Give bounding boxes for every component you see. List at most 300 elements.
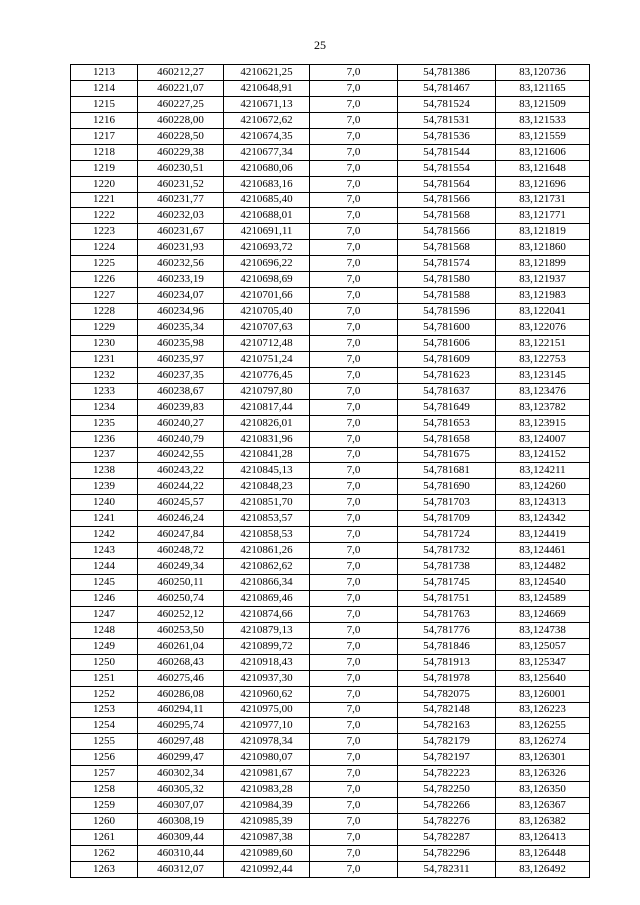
y-coordinate-cell: 4210751,24 <box>224 351 310 367</box>
value-cell: 7,0 <box>310 845 398 861</box>
point-number-cell: 1259 <box>71 798 138 814</box>
longitude-cell: 83,123145 <box>496 367 590 383</box>
y-coordinate-cell: 4210899,72 <box>224 638 310 654</box>
x-coordinate-cell: 460253,50 <box>138 622 224 638</box>
value-cell: 7,0 <box>310 128 398 144</box>
table-row <box>71 208 590 224</box>
table-row <box>71 192 590 208</box>
latitude-cell: 54,782287 <box>398 830 496 846</box>
point-number-cell: 1236 <box>71 431 138 447</box>
point-number-cell: 1222 <box>71 208 138 224</box>
table-row <box>71 575 590 591</box>
value-cell: 7,0 <box>310 240 398 256</box>
point-number-cell: 1247 <box>71 606 138 622</box>
longitude-cell: 83,122753 <box>496 351 590 367</box>
latitude-cell: 54,782163 <box>398 718 496 734</box>
x-coordinate-cell: 460299,47 <box>138 750 224 766</box>
point-number-cell: 1219 <box>71 160 138 176</box>
x-coordinate-cell: 460237,35 <box>138 367 224 383</box>
point-number-cell: 1229 <box>71 320 138 336</box>
latitude-cell: 54,781649 <box>398 399 496 415</box>
y-coordinate-cell: 4210853,57 <box>224 511 310 527</box>
table-row <box>71 861 590 877</box>
y-coordinate-cell: 4210975,00 <box>224 702 310 718</box>
point-number-cell: 1250 <box>71 654 138 670</box>
y-coordinate-cell: 4210879,13 <box>224 622 310 638</box>
latitude-cell: 54,781637 <box>398 383 496 399</box>
table-row <box>71 845 590 861</box>
x-coordinate-cell: 460228,50 <box>138 128 224 144</box>
y-coordinate-cell: 4210688,01 <box>224 208 310 224</box>
x-coordinate-cell: 460238,67 <box>138 383 224 399</box>
point-number-cell: 1213 <box>71 65 138 81</box>
point-number-cell: 1243 <box>71 543 138 559</box>
value-cell: 7,0 <box>310 606 398 622</box>
latitude-cell: 54,781566 <box>398 224 496 240</box>
x-coordinate-cell: 460232,56 <box>138 256 224 272</box>
value-cell: 7,0 <box>310 208 398 224</box>
x-coordinate-cell: 460245,57 <box>138 495 224 511</box>
x-coordinate-cell: 460312,07 <box>138 861 224 877</box>
table-row <box>71 240 590 256</box>
longitude-cell: 83,126448 <box>496 845 590 861</box>
table-row <box>71 383 590 399</box>
y-coordinate-cell: 4210831,96 <box>224 431 310 447</box>
value-cell: 7,0 <box>310 256 398 272</box>
value-cell: 7,0 <box>310 80 398 96</box>
longitude-cell: 83,125347 <box>496 654 590 670</box>
longitude-cell: 83,124482 <box>496 559 590 575</box>
y-coordinate-cell: 4210701,66 <box>224 288 310 304</box>
value-cell: 7,0 <box>310 511 398 527</box>
latitude-cell: 54,781763 <box>398 606 496 622</box>
x-coordinate-cell: 460250,74 <box>138 590 224 606</box>
point-number-cell: 1260 <box>71 814 138 830</box>
y-coordinate-cell: 4210648,91 <box>224 80 310 96</box>
y-coordinate-cell: 4210960,62 <box>224 686 310 702</box>
x-coordinate-cell: 460305,32 <box>138 782 224 798</box>
longitude-cell: 83,124342 <box>496 511 590 527</box>
longitude-cell: 83,121983 <box>496 288 590 304</box>
coordinates-table <box>70 64 590 878</box>
longitude-cell: 83,124669 <box>496 606 590 622</box>
latitude-cell: 54,781653 <box>398 415 496 431</box>
point-number-cell: 1224 <box>71 240 138 256</box>
value-cell: 7,0 <box>310 224 398 240</box>
latitude-cell: 54,781709 <box>398 511 496 527</box>
point-number-cell: 1214 <box>71 80 138 96</box>
latitude-cell: 54,781588 <box>398 288 496 304</box>
latitude-cell: 54,782311 <box>398 861 496 877</box>
longitude-cell: 83,124461 <box>496 543 590 559</box>
longitude-cell: 83,123782 <box>496 399 590 415</box>
y-coordinate-cell: 4210680,06 <box>224 160 310 176</box>
x-coordinate-cell: 460231,67 <box>138 224 224 240</box>
table-row <box>71 320 590 336</box>
value-cell: 7,0 <box>310 830 398 846</box>
latitude-cell: 54,781580 <box>398 272 496 288</box>
point-number-cell: 1256 <box>71 750 138 766</box>
value-cell: 7,0 <box>310 861 398 877</box>
table-row <box>71 766 590 782</box>
x-coordinate-cell: 460246,24 <box>138 511 224 527</box>
x-coordinate-cell: 460252,12 <box>138 606 224 622</box>
x-coordinate-cell: 460244,22 <box>138 479 224 495</box>
value-cell: 7,0 <box>310 575 398 591</box>
latitude-cell: 54,782250 <box>398 782 496 798</box>
latitude-cell: 54,781467 <box>398 80 496 96</box>
y-coordinate-cell: 4210696,22 <box>224 256 310 272</box>
table-row <box>71 128 590 144</box>
point-number-cell: 1233 <box>71 383 138 399</box>
point-number-cell: 1216 <box>71 112 138 128</box>
point-number-cell: 1258 <box>71 782 138 798</box>
x-coordinate-cell: 460212,27 <box>138 65 224 81</box>
longitude-cell: 83,126350 <box>496 782 590 798</box>
x-coordinate-cell: 460233,19 <box>138 272 224 288</box>
y-coordinate-cell: 4210677,34 <box>224 144 310 160</box>
value-cell: 7,0 <box>310 479 398 495</box>
latitude-cell: 54,781596 <box>398 304 496 320</box>
x-coordinate-cell: 460302,34 <box>138 766 224 782</box>
point-number-cell: 1246 <box>71 590 138 606</box>
latitude-cell: 54,781681 <box>398 463 496 479</box>
longitude-cell: 83,124738 <box>496 622 590 638</box>
y-coordinate-cell: 4210698,69 <box>224 272 310 288</box>
value-cell: 7,0 <box>310 622 398 638</box>
table-row <box>71 543 590 559</box>
point-number-cell: 1257 <box>71 766 138 782</box>
point-number-cell: 1241 <box>71 511 138 527</box>
y-coordinate-cell: 4210987,38 <box>224 830 310 846</box>
table-row <box>71 830 590 846</box>
table-row <box>71 335 590 351</box>
value-cell: 7,0 <box>310 383 398 399</box>
y-coordinate-cell: 4210862,62 <box>224 559 310 575</box>
longitude-cell: 83,124211 <box>496 463 590 479</box>
x-coordinate-cell: 460261,04 <box>138 638 224 654</box>
value-cell: 7,0 <box>310 176 398 192</box>
x-coordinate-cell: 460297,48 <box>138 734 224 750</box>
latitude-cell: 54,782223 <box>398 766 496 782</box>
table-row <box>71 367 590 383</box>
point-number-cell: 1263 <box>71 861 138 877</box>
latitude-cell: 54,781544 <box>398 144 496 160</box>
table-row <box>71 415 590 431</box>
table-row <box>71 351 590 367</box>
value-cell: 7,0 <box>310 351 398 367</box>
x-coordinate-cell: 460308,19 <box>138 814 224 830</box>
x-coordinate-cell: 460221,07 <box>138 80 224 96</box>
y-coordinate-cell: 4210776,45 <box>224 367 310 383</box>
longitude-cell: 83,126326 <box>496 766 590 782</box>
point-number-cell: 1249 <box>71 638 138 654</box>
longitude-cell: 83,124152 <box>496 447 590 463</box>
y-coordinate-cell: 4210874,66 <box>224 606 310 622</box>
longitude-cell: 83,124313 <box>496 495 590 511</box>
point-number-cell: 1217 <box>71 128 138 144</box>
longitude-cell: 83,121899 <box>496 256 590 272</box>
latitude-cell: 54,781531 <box>398 112 496 128</box>
point-number-cell: 1254 <box>71 718 138 734</box>
value-cell: 7,0 <box>310 335 398 351</box>
point-number-cell: 1218 <box>71 144 138 160</box>
point-number-cell: 1253 <box>71 702 138 718</box>
latitude-cell: 54,781536 <box>398 128 496 144</box>
x-coordinate-cell: 460294,11 <box>138 702 224 718</box>
x-coordinate-cell: 460235,34 <box>138 320 224 336</box>
latitude-cell: 54,781745 <box>398 575 496 591</box>
latitude-cell: 54,781846 <box>398 638 496 654</box>
x-coordinate-cell: 460231,77 <box>138 192 224 208</box>
x-coordinate-cell: 460248,72 <box>138 543 224 559</box>
value-cell: 7,0 <box>310 415 398 431</box>
y-coordinate-cell: 4210797,80 <box>224 383 310 399</box>
latitude-cell: 54,781568 <box>398 208 496 224</box>
y-coordinate-cell: 4210841,28 <box>224 447 310 463</box>
value-cell: 7,0 <box>310 798 398 814</box>
x-coordinate-cell: 460228,00 <box>138 112 224 128</box>
x-coordinate-cell: 460268,43 <box>138 654 224 670</box>
x-coordinate-cell: 460295,74 <box>138 718 224 734</box>
y-coordinate-cell: 4210937,30 <box>224 670 310 686</box>
table-row <box>71 798 590 814</box>
x-coordinate-cell: 460307,07 <box>138 798 224 814</box>
table-row <box>71 399 590 415</box>
longitude-cell: 83,122151 <box>496 335 590 351</box>
y-coordinate-cell: 4210992,44 <box>224 861 310 877</box>
y-coordinate-cell: 4210693,72 <box>224 240 310 256</box>
longitude-cell: 83,126255 <box>496 718 590 734</box>
point-number-cell: 1235 <box>71 415 138 431</box>
latitude-cell: 54,781675 <box>398 447 496 463</box>
y-coordinate-cell: 4210918,43 <box>224 654 310 670</box>
value-cell: 7,0 <box>310 766 398 782</box>
value-cell: 7,0 <box>310 272 398 288</box>
point-number-cell: 1227 <box>71 288 138 304</box>
value-cell: 7,0 <box>310 750 398 766</box>
longitude-cell: 83,121165 <box>496 80 590 96</box>
x-coordinate-cell: 460310,44 <box>138 845 224 861</box>
x-coordinate-cell: 460243,22 <box>138 463 224 479</box>
table-row <box>71 144 590 160</box>
table-row <box>71 734 590 750</box>
y-coordinate-cell: 4210712,48 <box>224 335 310 351</box>
latitude-cell: 54,781554 <box>398 160 496 176</box>
value-cell: 7,0 <box>310 590 398 606</box>
x-coordinate-cell: 460234,96 <box>138 304 224 320</box>
table-row <box>71 750 590 766</box>
value-cell: 7,0 <box>310 96 398 112</box>
table-row <box>71 654 590 670</box>
y-coordinate-cell: 4210705,40 <box>224 304 310 320</box>
table-row <box>71 447 590 463</box>
y-coordinate-cell: 4210817,44 <box>224 399 310 415</box>
longitude-cell: 83,121559 <box>496 128 590 144</box>
point-number-cell: 1230 <box>71 335 138 351</box>
longitude-cell: 83,121606 <box>496 144 590 160</box>
value-cell: 7,0 <box>310 814 398 830</box>
table-row <box>71 431 590 447</box>
point-number-cell: 1252 <box>71 686 138 702</box>
longitude-cell: 83,121819 <box>496 224 590 240</box>
y-coordinate-cell: 4210980,07 <box>224 750 310 766</box>
table-row <box>71 479 590 495</box>
latitude-cell: 54,782197 <box>398 750 496 766</box>
value-cell: 7,0 <box>310 543 398 559</box>
longitude-cell: 83,124589 <box>496 590 590 606</box>
table-row <box>71 702 590 718</box>
y-coordinate-cell: 4210858,53 <box>224 527 310 543</box>
longitude-cell: 83,126413 <box>496 830 590 846</box>
longitude-cell: 83,121648 <box>496 160 590 176</box>
point-number-cell: 1225 <box>71 256 138 272</box>
latitude-cell: 54,781386 <box>398 65 496 81</box>
point-number-cell: 1221 <box>71 192 138 208</box>
coordinates-table-body <box>71 65 590 878</box>
latitude-cell: 54,781738 <box>398 559 496 575</box>
latitude-cell: 54,781623 <box>398 367 496 383</box>
longitude-cell: 83,124540 <box>496 575 590 591</box>
latitude-cell: 54,781566 <box>398 192 496 208</box>
y-coordinate-cell: 4210671,13 <box>224 96 310 112</box>
y-coordinate-cell: 4210851,70 <box>224 495 310 511</box>
longitude-cell: 83,126367 <box>496 798 590 814</box>
x-coordinate-cell: 460249,34 <box>138 559 224 575</box>
x-coordinate-cell: 460309,44 <box>138 830 224 846</box>
x-coordinate-cell: 460227,25 <box>138 96 224 112</box>
point-number-cell: 1238 <box>71 463 138 479</box>
point-number-cell: 1215 <box>71 96 138 112</box>
x-coordinate-cell: 460232,03 <box>138 208 224 224</box>
x-coordinate-cell: 460242,55 <box>138 447 224 463</box>
x-coordinate-cell: 460240,27 <box>138 415 224 431</box>
point-number-cell: 1255 <box>71 734 138 750</box>
x-coordinate-cell: 460247,84 <box>138 527 224 543</box>
longitude-cell: 83,126382 <box>496 814 590 830</box>
latitude-cell: 54,781524 <box>398 96 496 112</box>
longitude-cell: 83,126274 <box>496 734 590 750</box>
y-coordinate-cell: 4210691,11 <box>224 224 310 240</box>
longitude-cell: 83,126001 <box>496 686 590 702</box>
y-coordinate-cell: 4210977,10 <box>224 718 310 734</box>
latitude-cell: 54,782075 <box>398 686 496 702</box>
value-cell: 7,0 <box>310 734 398 750</box>
table-row <box>71 288 590 304</box>
latitude-cell: 54,782296 <box>398 845 496 861</box>
y-coordinate-cell: 4210984,39 <box>224 798 310 814</box>
latitude-cell: 54,782276 <box>398 814 496 830</box>
y-coordinate-cell: 4210826,01 <box>224 415 310 431</box>
point-number-cell: 1237 <box>71 447 138 463</box>
x-coordinate-cell: 460231,52 <box>138 176 224 192</box>
y-coordinate-cell: 4210861,26 <box>224 543 310 559</box>
value-cell: 7,0 <box>310 782 398 798</box>
y-coordinate-cell: 4210674,35 <box>224 128 310 144</box>
x-coordinate-cell: 460240,79 <box>138 431 224 447</box>
latitude-cell: 54,782148 <box>398 702 496 718</box>
table-row <box>71 272 590 288</box>
y-coordinate-cell: 4210869,46 <box>224 590 310 606</box>
value-cell: 7,0 <box>310 192 398 208</box>
y-coordinate-cell: 4210978,34 <box>224 734 310 750</box>
value-cell: 7,0 <box>310 144 398 160</box>
point-number-cell: 1239 <box>71 479 138 495</box>
point-number-cell: 1245 <box>71 575 138 591</box>
longitude-cell: 83,121509 <box>496 96 590 112</box>
point-number-cell: 1251 <box>71 670 138 686</box>
y-coordinate-cell: 4210845,13 <box>224 463 310 479</box>
x-coordinate-cell: 460275,46 <box>138 670 224 686</box>
longitude-cell: 83,121860 <box>496 240 590 256</box>
point-number-cell: 1262 <box>71 845 138 861</box>
x-coordinate-cell: 460229,38 <box>138 144 224 160</box>
table-row <box>71 559 590 575</box>
latitude-cell: 54,781751 <box>398 590 496 606</box>
latitude-cell: 54,781703 <box>398 495 496 511</box>
x-coordinate-cell: 460234,07 <box>138 288 224 304</box>
latitude-cell: 54,782266 <box>398 798 496 814</box>
longitude-cell: 83,121696 <box>496 176 590 192</box>
value-cell: 7,0 <box>310 431 398 447</box>
latitude-cell: 54,781574 <box>398 256 496 272</box>
latitude-cell: 54,782179 <box>398 734 496 750</box>
value-cell: 7,0 <box>310 559 398 575</box>
table-row <box>71 96 590 112</box>
value-cell: 7,0 <box>310 638 398 654</box>
latitude-cell: 54,781606 <box>398 335 496 351</box>
table-row <box>71 606 590 622</box>
table-row <box>71 718 590 734</box>
longitude-cell: 83,125640 <box>496 670 590 686</box>
x-coordinate-cell: 460235,98 <box>138 335 224 351</box>
y-coordinate-cell: 4210672,62 <box>224 112 310 128</box>
point-number-cell: 1248 <box>71 622 138 638</box>
point-number-cell: 1240 <box>71 495 138 511</box>
table-row <box>71 590 590 606</box>
longitude-cell: 83,121771 <box>496 208 590 224</box>
latitude-cell: 54,781724 <box>398 527 496 543</box>
table-row <box>71 176 590 192</box>
point-number-cell: 1234 <box>71 399 138 415</box>
table-row <box>71 511 590 527</box>
longitude-cell: 83,121937 <box>496 272 590 288</box>
table-row <box>71 256 590 272</box>
value-cell: 7,0 <box>310 320 398 336</box>
y-coordinate-cell: 4210989,60 <box>224 845 310 861</box>
y-coordinate-cell: 4210981,67 <box>224 766 310 782</box>
x-coordinate-cell: 460250,11 <box>138 575 224 591</box>
value-cell: 7,0 <box>310 718 398 734</box>
longitude-cell: 83,121533 <box>496 112 590 128</box>
longitude-cell: 83,122041 <box>496 304 590 320</box>
value-cell: 7,0 <box>310 288 398 304</box>
longitude-cell: 83,124007 <box>496 431 590 447</box>
latitude-cell: 54,781690 <box>398 479 496 495</box>
latitude-cell: 54,781978 <box>398 670 496 686</box>
point-number-cell: 1242 <box>71 527 138 543</box>
point-number-cell: 1226 <box>71 272 138 288</box>
table-row <box>71 224 590 240</box>
table-row <box>71 527 590 543</box>
longitude-cell: 83,121731 <box>496 192 590 208</box>
longitude-cell: 83,122076 <box>496 320 590 336</box>
value-cell: 7,0 <box>310 160 398 176</box>
value-cell: 7,0 <box>310 495 398 511</box>
y-coordinate-cell: 4210621,25 <box>224 65 310 81</box>
table-row <box>71 160 590 176</box>
longitude-cell: 83,124260 <box>496 479 590 495</box>
